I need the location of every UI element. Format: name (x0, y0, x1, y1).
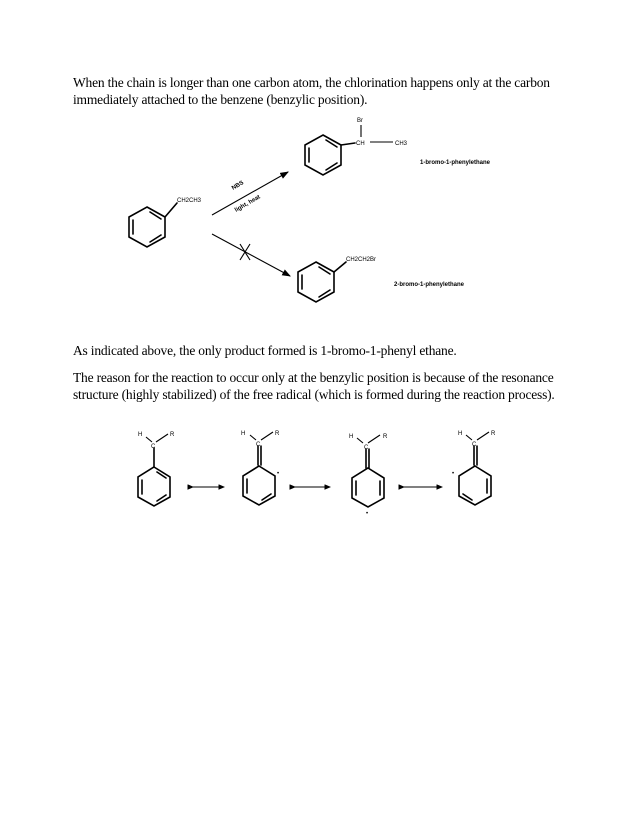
res1-r-label: R (170, 432, 175, 438)
res3-radical-dot: • (366, 511, 369, 517)
product2-name: 2-bromo-1-phenylethane (394, 282, 465, 288)
cross-mark-icon (240, 244, 250, 260)
res2-c-label: C (256, 442, 261, 448)
reaction-arrow-major (212, 172, 288, 215)
reagent-conditions-label: light, heat (234, 194, 262, 214)
reason-paragraph: The reason for the reaction to occur only at the benzylic position is because of the resonance structure (highly stabilized) of the free radical (which is formed during the reaction process). (73, 370, 555, 402)
product1-benzene (305, 125, 393, 175)
product1-br-label: Br (357, 118, 363, 124)
product1-ch3-label: CH3 (395, 141, 408, 147)
res2-radical-dot: • (277, 471, 280, 477)
product1-name: 1-bromo-1-phenylethane (420, 160, 491, 166)
reactant-benzene (129, 203, 177, 247)
res3-c-label: C (364, 445, 369, 451)
res4-h-label: H (458, 431, 463, 437)
res2-h-label: H (241, 431, 246, 437)
res1-h-label: H (138, 432, 143, 438)
res3-r-label: R (383, 434, 388, 440)
res3-h-label: H (349, 434, 354, 440)
product2-benzene (298, 262, 346, 302)
intro-paragraph: When the chain is longer than one carbon atom, the chlorination happens only at the carbon immediately attached to the benzene (benzylic position). (73, 75, 550, 107)
res4-c-label: C (472, 442, 477, 448)
res2-r-label: R (275, 431, 280, 437)
reaction-arrow-minor (212, 234, 290, 276)
res1-c-label: C (151, 444, 156, 450)
reactant-ethyl-label: CH2CH3 (177, 198, 202, 204)
product2-group-label: CH2CH2Br (346, 257, 377, 263)
product-paragraph: As indicated above, the only product formed is 1-bromo-1-phenyl ethane. (73, 343, 457, 358)
res4-r-label: R (491, 431, 496, 437)
product1-ch-label: CH (356, 141, 365, 147)
res4-radical-dot: • (452, 471, 455, 477)
reagent-nbs-label: NBS (231, 180, 245, 192)
